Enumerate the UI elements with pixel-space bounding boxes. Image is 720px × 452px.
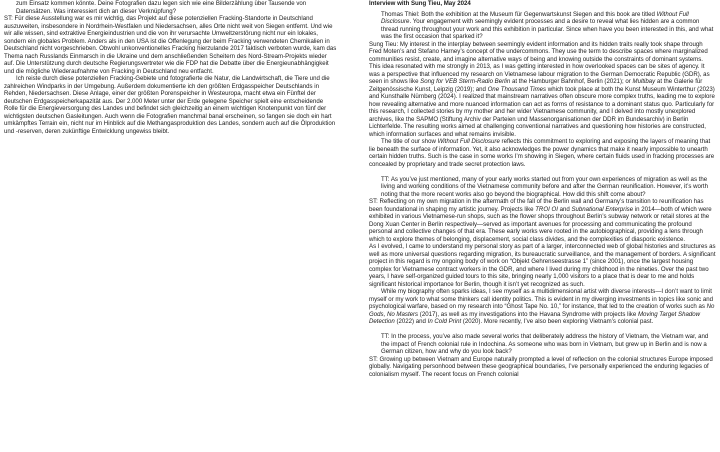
italic-title: Song for VEB Sterm-Radio Berlin — [420, 78, 511, 85]
paragraph-gap — [369, 168, 716, 176]
paragraph-r5: ST: Reflecting on my own migration in the aftermath of the fall of the Berlin wall and Germany’s transition to reunification has been foundational in shaping my artistic journey. Projects like TROI OI and Subnational Enterprise in 2014—both of which were exhibited in various Vietnamese-run shops, such as the flower shops throughout Berlin’s subway network or retail stores at the Dong Xuan Center in Berlin respectively—served as important avenues for processing and communicating the profound personal and collective changes of that era. These early works were rooted in the autobiographical, providing a lens through which to explore themes of belonging, displacement, social class divides, and the complexities of diasporic existence. — [369, 198, 712, 243]
paragraph-r9: ST: Growing up between Vietnam and Europe naturally prompted a level of reflection on the colonial structures Europe imposed globally. Navigating personhood between these geographical boundaries, I’ve personally experienced the enduring legacies of colonialism myself. The recent focus on French colonial — [369, 355, 713, 378]
italic-title: Subnational Enterprise — [571, 205, 634, 213]
italic-title: No Gods, No Masters — [369, 303, 715, 318]
paragraph-p2: ST: Für diese Ausstellung war es mir wichtig, das Projekt auf diese potenziellen Fracking-Standorte in Deutschland auszuweiten, insbesondere in Nordrhein-Westfalen und Niedersachsen, alles Orte nicht weit von Siegen entfernt. Und wie wir alle wissen, sind extraktive Energieindustrien und die von ihr verursachte Umweltzerstörung nicht nur ein lokales, sondern ein globales Problem. Anders als in den USA ist die Offenlegung der beim Fracking verwendeten Chemikalien in Deutschland nicht vorgeschrieben. Obwohl unkonventionelles Fracking hierzulande 2017 faktisch verboten wurde, kam das Thema nach Russlands Einmarsch in die Ukraine und dem anschließenden Scheitern des Nord-Stream-Projekts wieder auf. Die Unterstützung durch deutsche Regierungsvertreter wie die FDP hat die Debatte über die Energieunabhängigkeit und die mögliche Wiederaufnahme von Fracking in Deutschland neu entfacht. — [4, 15, 337, 75]
interview-heading: Interview with Sung Tieu, May 2024 — [369, 0, 471, 7]
paragraph-r7: While my biography often sparks ideas, I see myself as a multidimensional artist with diverse interests—I don’t want to limit myself or my work to what some thinkers call identity politics. This is evident in my diverging investments in topics like sonic and psychological warfare, based on my research into “Ghost Tape No. 10,” for instance, that led to the creation of works such as No Gods, No Masters (2017), as well as my investigations into the Havana Syndrome with projects like Moving Target Shadow Detection (2022) and In Cold Print (2020). More recently, I’ve also been exploring Vietnam’s colonial past. — [369, 288, 715, 325]
italic-title: Multibay — [632, 78, 656, 85]
paragraph-r8: TT: In the process, you’ve also made several works that deliberately address the history of Vietnam, the Vietnam war, and the impact of French colonial rule in Indochina. As someone who was born in Vietnam, but grew up in Berlin and is now a German citizen, how and why do you look back? — [381, 333, 709, 355]
left-column — [4, 0, 337, 135]
paragraph-r2: Sung Tieu: My interest in the interplay between seemingly evident information and its hidden traits really took shape through Fred Moten’s and Stefano Harney’s concept of the undercommons. They use the term to describe spaces where marginalized communities resist, create, and imagine alternative ways of being and knowing outside the constraints of dominant systems. This idea resonated with me strongly in 2013, as I was getting interested in how overlooked spaces can be sites of agency. It was a perspective that influenced my research on Vietnamese labour migration to the German Democratic Republic (GDR), as seen in shows like Song for VEB Sterm-Radio Berlin at the Hamburger Bahnhof, Berlin (2021); or Multibay at the Galerie für Zeitgenössische Kunst, Leipzig (2019); and One Thousand Times which took place at both the Kunst Museum Winterthur (2023) and Kunsthalle Nürnberg (2024). I realized that mainstream narratives often obscure more complex truths, leading me to explore how revealing alternative and more nuanced information can act as forms of resistance to a dominant status quo. Particularly for this research, I collected stories by my mother and her wider Vietnamese community, and I delved into mostly unexplored archives, like the SAPMO (Stiftung Archiv der Parteien und Massenorganisationen der DDR im Bundesarchiv) in Berlin Lichterfelde. The resulting works aimed at challenging conventional narratives and questioning how histories are constructed, which information surfaces and what remains invisible. — [369, 40, 715, 138]
italic-title: Moving Target Shadow Detection — [369, 310, 701, 325]
paragraph-gap — [369, 326, 716, 334]
italic-title: Without Full Disclosure — [437, 138, 500, 145]
italic-title: One Thousand Times — [487, 85, 547, 93]
right-column — [369, 0, 716, 378]
paragraph-r1: Thomas Thiel: Both the exhibition at the Museum für Gegenwartskunst Siegen and this book are titled Without Full Disclosure. Your engagement with seemingly evident processes and a desire to reveal what lies hidden are a common thread running throughout your work and this exhibition in particular. Since when have you been interested in this, and what was the first occasion that sparked it? — [381, 10, 714, 40]
paragraph-r3: The title of our show Without Full Disclosure reflects this commitment to exploring and exposing the layers of meaning that lie beneath the surface of information. Yet, it also acknowledges the power dynamics that make it nearly impossible to unearth certain hidden truths. Such is the case in some works I’m showing in Siegen, where certain fluids used in fracking processes are concealed by proprietary and trade secret protection laws. — [369, 138, 715, 168]
italic-title: Without Full Disclosure — [381, 10, 689, 25]
italic-title: TROI OI — [535, 205, 558, 213]
paragraph-p3: Ich reiste durch diese potenziellen Fracking-Gebiete und fotografierte die Natur, die Landwirtschaft, die Tiere und die zahlreichen Windparks in der Umgebung. Außerdem dokumentierte ich den größten Erdgasspeicher Deutschlands in Rehden, Niedersachsen. Diese Anlage, einer der größten Porenspeicher in Westeuropa, macht etwa ein Fünftel der deutschen Erdgasspeicherkapazität aus. Der 2.000 Meter unter der Erde gelegene Speicher spielt eine entscheidende Rolle für die Energieversorgung des Landes und befindet sich gleichzeitig an einem wichtigen Knotenpunkt von fünf der wichtigsten deutschen Gasleitungen. Auch wenn die Fotografien manchmal banal erscheinen, so fangen sie doch ein hart umkämpftes Terrain ein, nicht nur im Hinblick auf die Methangasproduktion des Landes, sondern auch auf die Ölproduktion und -reserven, deren zukünftige Entwicklung ungewiss bleibt. — [4, 75, 336, 135]
paragraph-r4: TT: As you’ve just mentioned, many of your early works started out from your own experiences of migration as well as the living and working conditions of the Vietnamese community before and after the German reunification. However, it’s worth noting that the more recent works also go beyond the biographical. How did this shift come about? — [381, 175, 708, 198]
italic-title: In Cold Print — [427, 318, 462, 325]
paragraph-p1: zum Einsatz kommen könnte. Deine Fotografien dazu legen sich wie eine Bilderzählung über Tausende von Datensätzen. Was interessiert dich an dieser Verknüpfung? — [16, 0, 307, 15]
paragraph-r6: As I evolved, I came to understand my personal story as part of a larger, interconnected web of global histories and structures as well as more universal questions regarding migration, its bureaucratic surveillance, and the management of borders. A significant project in this regard is my ongoing body of work on “Objekt Gehrenseestrasse 1” (since 2001), once the largest housing complex for Vietnamese contract workers in the GDR, and where I lived during my childhood in the nineties. Over the past two years, I have self-organized guided tours to this site, bringing nearly 1,000 visitors to a place that is dear to me and holds significant historical importance for Berlin, though it isn’t yet recognized as such. — [369, 243, 716, 288]
